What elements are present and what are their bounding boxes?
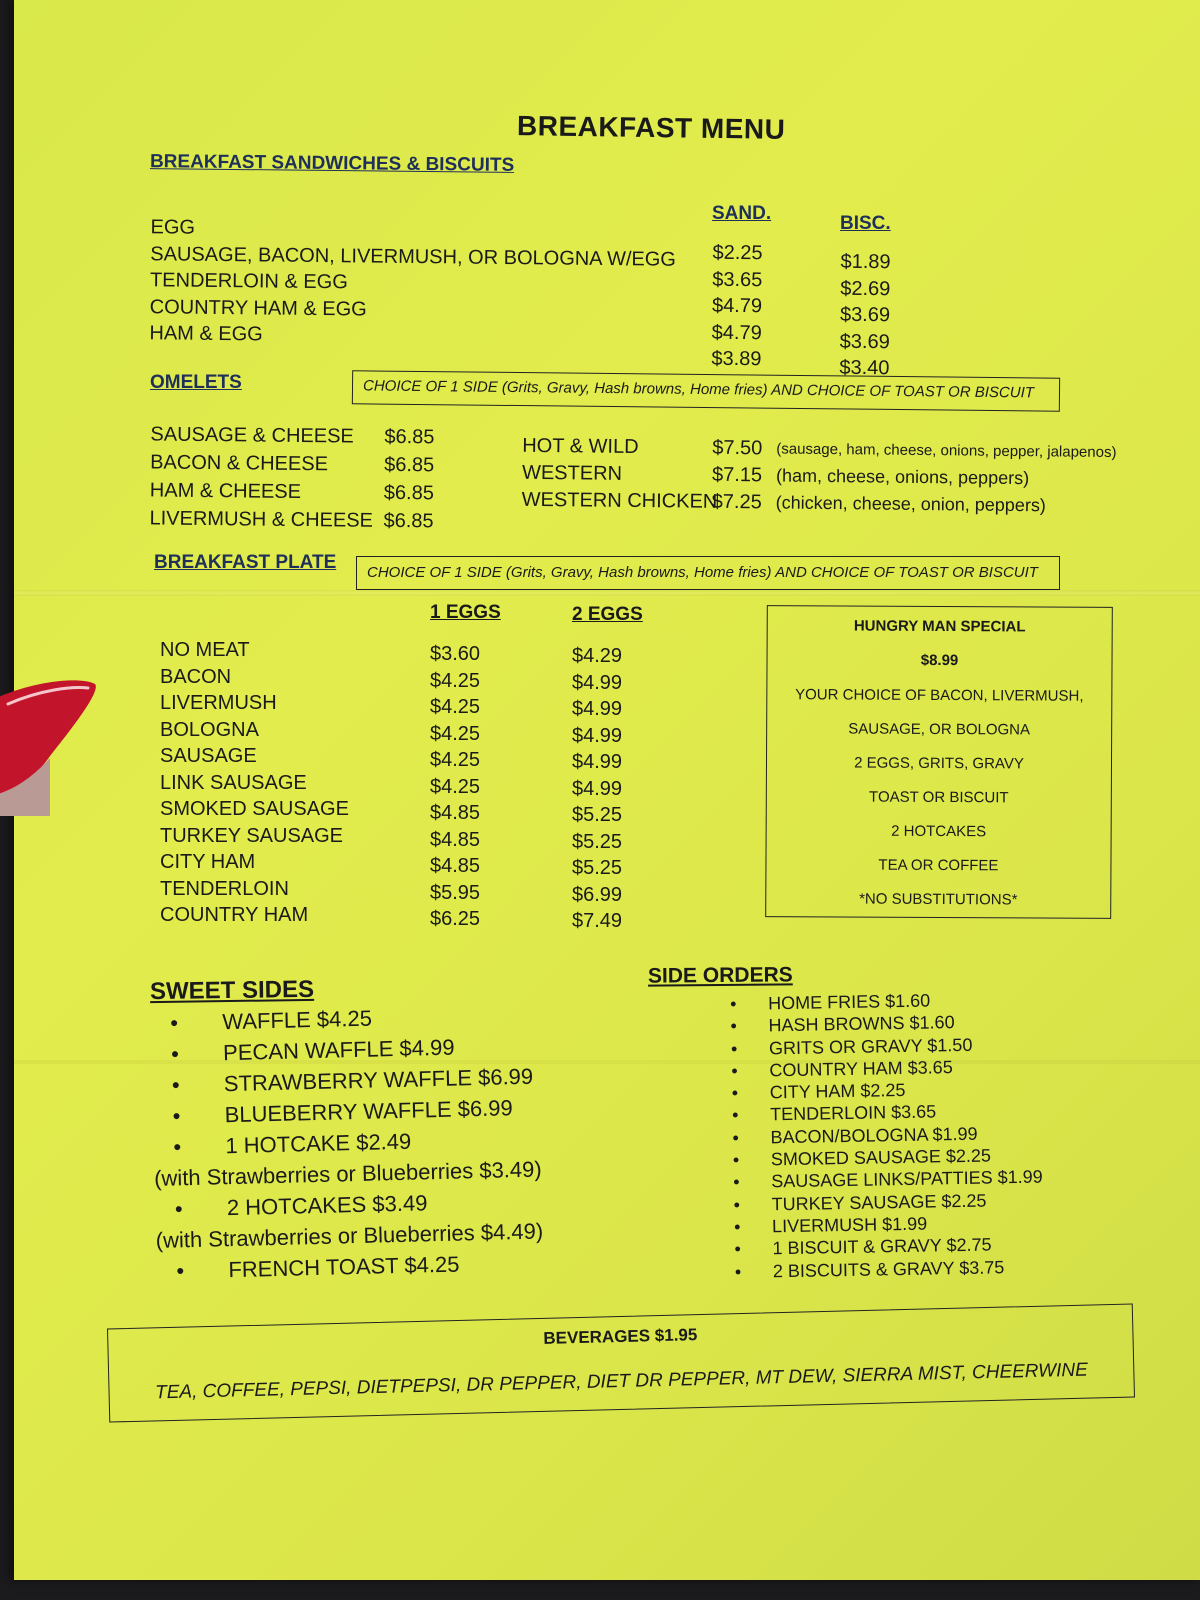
omelet-row (150, 476, 450, 507)
omelet-name: WESTERN (521, 461, 623, 485)
sweet-side-note: (with Strawberries or Blueberries $3.49) (153, 1156, 542, 1191)
plate-item: COUNTRY HAM (160, 904, 309, 926)
one-egg-price: $4.85 (430, 828, 481, 851)
side-order-item: • TURKEY SAUSAGE $2.25 (734, 1188, 1044, 1216)
plate-item: BACON (160, 665, 232, 688)
omelet-price: $6.85 (383, 481, 435, 505)
plate-one-egg-prices (430, 641, 480, 933)
sweet-side-item: • 1 HOTCAKE $2.49 (153, 1122, 541, 1162)
bisc-price: $3.69 (839, 303, 891, 327)
sandwich-item: TENDERLOIN & EGG (149, 269, 348, 294)
sandwich-item: COUNTRY HAM & EGG (149, 295, 367, 321)
omelet-description: (ham, cheese, onions, peppers) (775, 465, 1030, 489)
plate-choice-box (356, 556, 1060, 590)
one-egg-price: $3.60 (430, 643, 481, 665)
one-egg-price: $4.25 (430, 722, 481, 745)
omelet-row (150, 448, 450, 479)
side-order-item: • BACON/BOLOGNA $1.99 (732, 1121, 1042, 1149)
plate-heading: BREAKFAST PLATE (154, 552, 337, 573)
one-egg-column-header: 1 EGGS (430, 602, 501, 623)
two-egg-price: $6.99 (572, 883, 623, 906)
sweet-side-item: • FRENCH TOAST $4.25 (156, 1246, 544, 1286)
hungry-man-line: SAUSAGE, OR BOLOGNA (848, 720, 1031, 739)
omelet-price: $7.50 (712, 436, 763, 460)
hungry-man-box (765, 605, 1113, 919)
sandwich-item: SAUSAGE, BACON, LIVERMUSH, OR BOLOGNA W/EGG (150, 242, 677, 271)
omelet-row (150, 420, 450, 451)
omelets-right-list (522, 433, 1133, 520)
side-order-item: • 2 BISCUITS & GRAVY $3.75 (735, 1255, 1045, 1283)
sandwich-item: EGG (150, 216, 196, 239)
side-orders-list (730, 988, 1044, 1283)
one-egg-price: $4.25 (430, 749, 481, 771)
menu-paper (14, 0, 1200, 1580)
omelets-choice-box (352, 370, 1060, 411)
plate-item: NO MEAT (160, 639, 250, 661)
side-order-item: • TENDERLOIN $3.65 (732, 1099, 1042, 1127)
one-egg-price: $5.95 (430, 881, 481, 904)
plate-items (160, 637, 349, 929)
plate-item: LINK SAUSAGE (160, 771, 307, 794)
omelets-left-list (149, 420, 450, 535)
plate-item: SMOKED SAUSAGE (160, 798, 349, 820)
sweet-side-item: • STRAWBERRY WAFFLE $6.99 (152, 1061, 540, 1101)
plate-item: SAUSAGE (160, 745, 257, 767)
menu-title: BREAKFAST MENU (516, 110, 786, 145)
two-egg-price: $4.99 (572, 777, 623, 800)
plate-item: BOLOGNA (160, 718, 259, 741)
two-egg-price: $4.99 (572, 724, 623, 747)
omelet-price: $6.85 (384, 453, 435, 477)
hungry-man-line: TOAST OR BISCUIT (869, 788, 1009, 807)
two-egg-price: $4.99 (572, 751, 623, 773)
omelet-name: HAM & CHEESE (149, 479, 302, 504)
hungry-man-line: YOUR CHOICE OF BACON, LIVERMUSH, (795, 686, 1084, 705)
plate-item: TURKEY SAUSAGE (160, 824, 344, 847)
sand-price: $2.25 (712, 241, 763, 265)
side-order-item: • SAUSAGE LINKS/PATTIES $1.99 (733, 1166, 1043, 1194)
hungry-man-line: 2 EGGS, GRITS, GRAVY (854, 754, 1024, 773)
two-egg-price: $5.25 (572, 804, 623, 826)
side-order-item: • CITY HAM $2.25 (732, 1077, 1042, 1105)
sandwich-items (149, 214, 676, 352)
sand-price: $3.89 (711, 347, 762, 371)
omelet-description: (chicken, cheese, onion, peppers) (775, 492, 1046, 516)
one-egg-price: $4.25 (430, 669, 481, 692)
beverages-title: BEVERAGES $1.95 (543, 1325, 698, 1348)
bisc-price: $2.69 (840, 277, 891, 300)
side-order-item: • HOME FRIES $1.60 (730, 988, 1040, 1016)
sandwich-item: HAM & EGG (149, 322, 263, 346)
beverages-box (107, 1303, 1135, 1422)
side-order-item: • SMOKED SAUSAGE $2.25 (733, 1144, 1043, 1172)
two-egg-price: $4.99 (572, 698, 623, 720)
sweet-side-note: (with Strawberries or Blueberries $4.49) (155, 1218, 544, 1253)
omelet-price: $6.85 (384, 425, 435, 449)
sweet-side-item: • BLUEBERRY WAFFLE $6.99 (152, 1092, 540, 1132)
beverages-list: TEA, COFFEE, PEPSI, DIETPEPSI, DR PEPPER, DIET DR PEPPER, MT DEW, SIERRA MIST, CHEERWINE (154, 1359, 1089, 1404)
sweet-sides-list (150, 999, 544, 1287)
two-egg-price: $4.29 (572, 645, 623, 667)
sand-column-header: SAND. (712, 203, 772, 224)
hungry-man-line: 2 HOTCAKES (891, 822, 987, 841)
sweet-side-item: • PECAN WAFFLE $4.99 (151, 1030, 539, 1070)
side-order-item: • GRITS OR GRAVY $1.50 (731, 1032, 1041, 1060)
omelet-row (522, 487, 1132, 520)
sandwiches-heading: BREAKFAST SANDWICHES & BISCUITS (149, 151, 515, 176)
bisc-price: $1.89 (840, 250, 891, 274)
omelet-name: BACON & CHEESE (150, 451, 329, 476)
sand-price: $4.79 (711, 294, 763, 318)
omelet-price: $7.25 (711, 490, 762, 514)
one-egg-price: $4.85 (430, 855, 481, 877)
sweet-sides-heading: SWEET SIDES (149, 975, 315, 1006)
bisc-price: $3.40 (839, 356, 890, 380)
two-egg-price: $5.25 (572, 857, 623, 879)
sand-price: $3.65 (712, 268, 763, 291)
side-order-item: • HASH BROWNS $1.60 (730, 1010, 1040, 1038)
one-egg-price: $4.25 (430, 775, 481, 798)
omelets-heading: OMELETS (150, 372, 242, 393)
two-egg-column-header: 2 EGGS (572, 604, 643, 625)
sweet-side-item: • 2 HOTCAKES $3.49 (155, 1184, 543, 1224)
two-egg-price: $5.25 (572, 830, 623, 853)
side-order-item: • LIVERMUSH $1.99 (734, 1211, 1044, 1239)
hungry-man-line: TEA OR COFFEE (878, 856, 999, 875)
omelet-price: $6.85 (383, 509, 434, 533)
plate-item: LIVERMUSH (160, 692, 277, 714)
two-egg-price: $7.49 (572, 910, 623, 932)
sandwich-sand-prices (711, 240, 762, 373)
hungry-man-price: $8.99 (920, 651, 959, 670)
omelet-name: LIVERMUSH & CHEESE (149, 507, 374, 532)
side-orders-heading: SIDE ORDERS (647, 963, 793, 988)
hungry-man-line: *NO SUBSTITUTIONS* (859, 890, 1018, 909)
omelet-name: HOT & WILD (522, 434, 639, 459)
plate-item: TENDERLOIN (160, 877, 289, 900)
omelet-name: SAUSAGE & CHEESE (150, 423, 354, 448)
omelet-price: $7.15 (711, 463, 763, 487)
plate-choice-note: CHOICE OF 1 SIDE (Grits, Gravy, Hash browns, Home fries) AND CHOICE OF TOAST OR BISCUIT (367, 564, 1038, 581)
hungry-man-lines (767, 678, 1111, 909)
omelet-name: WESTERN CHICKEN (521, 488, 718, 513)
plate-item: CITY HAM (160, 851, 256, 873)
side-order-item: • COUNTRY HAM $3.65 (731, 1054, 1041, 1082)
omelets-choice-note: CHOICE OF 1 SIDE (Grits, Gravy, Hash browns, Home fries) AND CHOICE OF TOAST OR BISCUIT (362, 377, 1035, 402)
one-egg-price: $6.25 (430, 908, 481, 930)
omelet-row (149, 504, 449, 535)
two-egg-price: $4.99 (572, 671, 623, 694)
plate-two-egg-prices (572, 643, 622, 935)
sandwich-bisc-prices (839, 249, 890, 382)
bisc-price: $3.69 (839, 330, 890, 353)
one-egg-price: $4.85 (430, 802, 481, 824)
sweet-side-item: • WAFFLE $4.25 (150, 999, 538, 1039)
omelet-description: (sausage, ham, cheese, onions, pepper, jalapenos) (776, 440, 1117, 462)
side-order-item: • 1 BISCUIT & GRAVY $2.75 (734, 1233, 1044, 1261)
sand-price: $4.79 (711, 321, 762, 344)
bisc-column-header: BISC. (840, 213, 891, 234)
hungry-man-title: HUNGRY MAN SPECIAL (853, 617, 1026, 636)
one-egg-price: $4.25 (430, 696, 481, 718)
